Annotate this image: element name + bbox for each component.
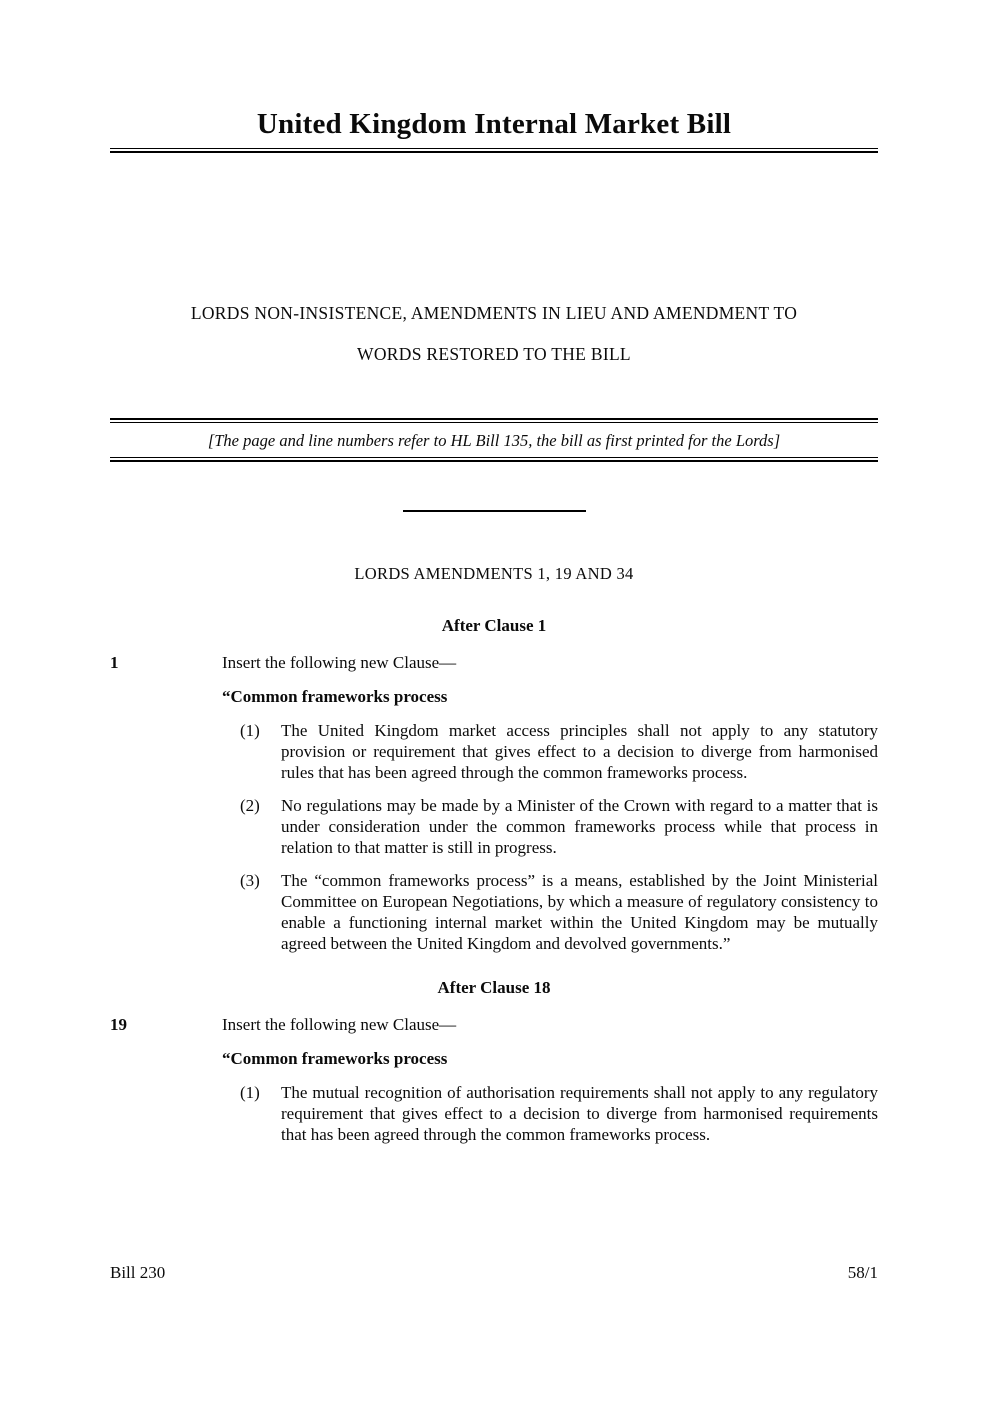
paragraph-text: The mutual recognition of authorisation requirements shall not apply to any regulatory requirement that gives effect to a decision to diverge from harmonised requirements that has been agreed through the common frameworks process. <box>281 1083 878 1144</box>
amendment-1-instruction: Insert the following new Clause— <box>222 653 457 672</box>
paragraph-text: The United Kingdom market access principles shall not apply to any statutory provision or requirement that gives effect to a decision to diverge from harmonised rules that has been agreed through the common frameworks process. <box>281 721 878 782</box>
reference-note: [The page and line numbers refer to HL Bill 135, the bill as first printed for the Lords] <box>207 431 781 450</box>
bill-title: United Kingdom Internal Market Bill <box>256 108 732 140</box>
note-bottom-rule <box>110 457 878 462</box>
paragraph-number: (1) <box>240 721 260 740</box>
amendment-19-clause-title: “Common frameworks process <box>222 1049 448 1068</box>
document-content <box>110 0 878 1145</box>
section-heading: LORDS AMENDMENTS 1, 19 AND 34 <box>354 564 634 583</box>
amendment-19-body <box>222 1014 878 1145</box>
amendment-19-number: 19 <box>110 1015 127 1034</box>
paragraph-number: (2) <box>240 796 260 815</box>
amendment-1-paragraph-1 <box>222 720 878 783</box>
amendment-1-clause-title: “Common frameworks process <box>222 687 448 706</box>
amendment-19-instruction: Insert the following new Clause— <box>222 1015 457 1034</box>
paragraph-number: (3) <box>240 871 260 890</box>
paragraph-text: No regulations may be made by a Minister of the Crown with regard to a matter that is under consideration under the common frameworks process while that process in relation to that matter is still in progress. <box>281 796 878 857</box>
footer-bill-number: Bill 230 <box>110 1263 166 1282</box>
amendment-1-number: 1 <box>110 653 119 672</box>
amendment-1 <box>110 652 878 954</box>
reference-note-box <box>110 418 878 462</box>
amendment-19 <box>110 1014 878 1145</box>
paragraph-number: (1) <box>240 1083 260 1102</box>
place-heading-after-clause-1: After Clause 1 <box>441 616 547 635</box>
amendment-1-paragraph-3 <box>222 870 878 954</box>
title-double-rule <box>110 148 878 153</box>
amendment-19-paragraph-1 <box>222 1082 878 1145</box>
amendment-1-body <box>222 652 878 954</box>
subtitle-line-1: LORDS NON-INSISTENCE, AMENDMENTS IN LIEU AND AMENDMENT TO <box>190 303 798 323</box>
document-subtitle <box>110 293 878 375</box>
page-footer <box>110 1262 878 1283</box>
paragraph-text: The “common frameworks process” is a means, established by the Joint Ministerial Committee on European Negotiations, by which a measure of regulatory consistency to enable a functioning internal market within the United Kingdom may be mutually agreed between the United Kingdom and devolved governments.” <box>281 871 878 953</box>
footer-session-number: 58/1 <box>847 1263 878 1282</box>
subtitle-line-2: WORDS RESTORED TO THE BILL <box>357 344 631 364</box>
section-divider-rule <box>403 510 586 512</box>
place-heading-after-clause-18: After Clause 18 <box>437 978 551 997</box>
amendment-1-paragraph-2 <box>222 795 878 858</box>
